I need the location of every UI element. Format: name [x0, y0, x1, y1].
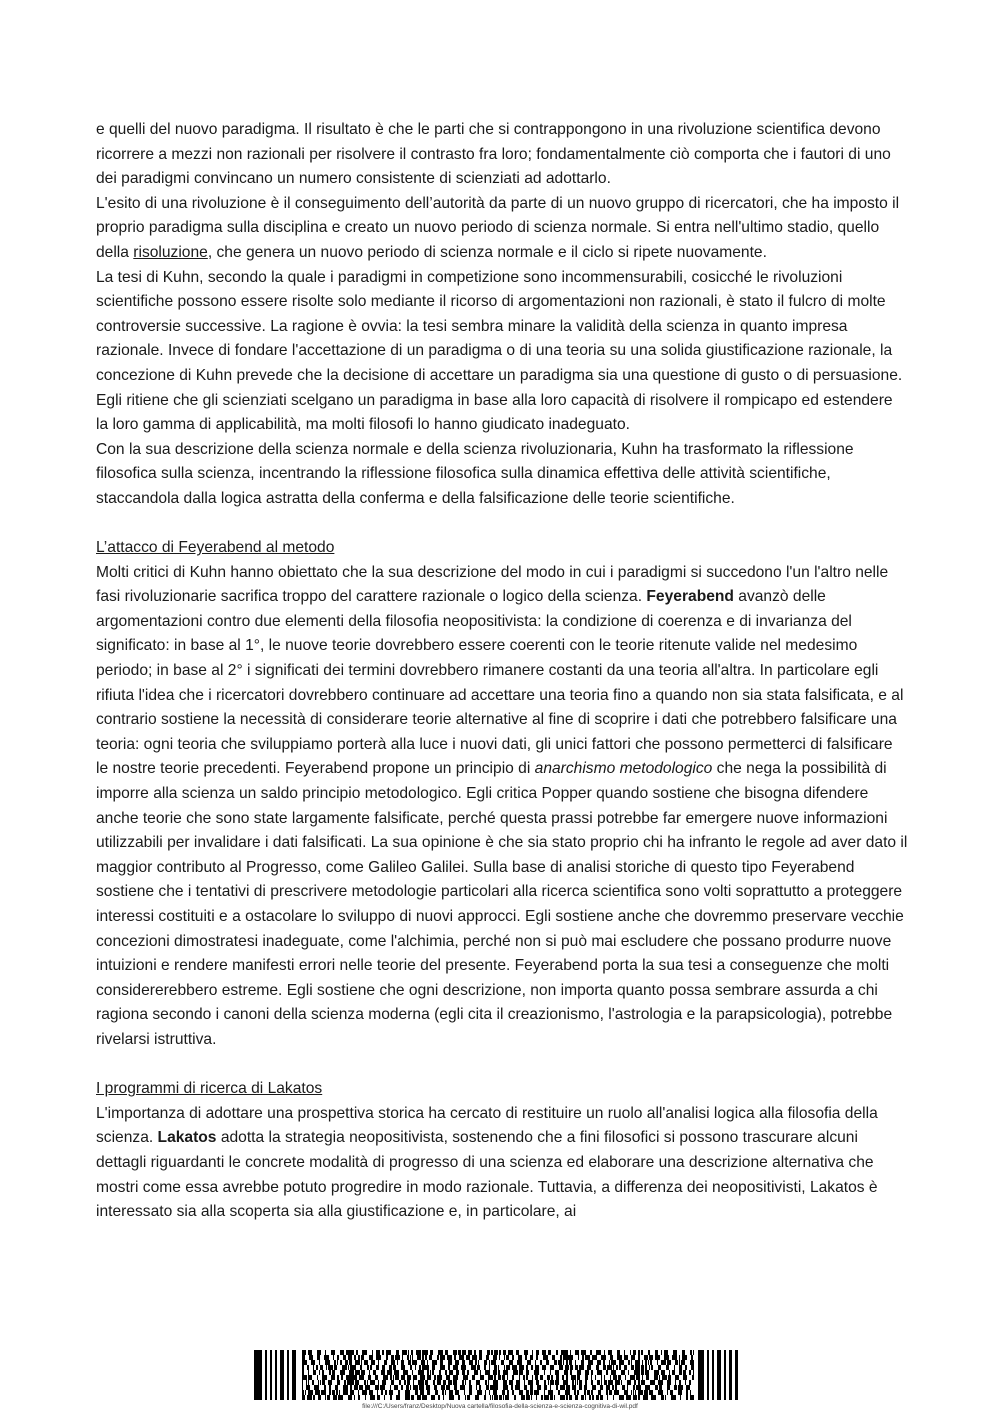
paragraph [96, 192, 908, 266]
paragraph [96, 561, 908, 1053]
paragraph-text: L'importanza di adottare una prospettiva storica ha cercato di restituire un ruolo all'analisi logica alla filosofia della scienza. [96, 1104, 878, 1147]
section-heading: L’attacco di Feyerabend al metodo [96, 539, 335, 557]
bold-term: Feyerabend [646, 588, 734, 606]
paragraph-text: L'esito di una rivoluzione è il conseguimento dell’autorità da parte di un nuovo gruppo di ricercatori, che ha imposto il proprio paradigma sulla disciplina e creato un nuovo periodo di scienza normale. Si entra nell'ultimo stadio, quello della [96, 194, 900, 261]
paragraph: e quelli del nuovo paradigma. Il risultato è che le parti che si contrappongono in una rivoluzione scientifica devono ricorrere a mezzi non razionali per risolvere il contrasto fra loro; fondamentalmente ciò comporta che i fautori di uno dei paradigmi convincano un numero consistente di scienziati ad adottarlo. [96, 121, 891, 188]
section-heading: I programmi di ricerca di Lakatos [96, 1080, 323, 1098]
paragraph-text: , che genera un nuovo periodo di scienza normale e il ciclo si ripete nuovamente. [207, 243, 767, 261]
paragraph-text: che nega la possibilità di imporre alla scienza un saldo principio metodologico. Egli critica Popper quando sostiene che bisogna difendere anche teorie che sono state largamente falsificate, perché questa prassi potrebbe far emergere nuove informazioni utilizzabili per invalidare i dati falsificati. La sua opinione è che sia stato proprio chi ha infranto le regole ad aver dato il maggior contributo al Progresso, come Galileo Galilei. Sulla base di analisi storiche di questo tipo Feyerabend sostiene che i tentativi di prescrivere metodologie particolari alla ricerca scientifica sono volti soprattutto a proteggere interessi costituiti e a ostacolare lo sviluppo di nuovi approcci. Egli sostiene anche che dovremmo preservare vecchie concezioni dimostratesi inadeguate, come l'alchimia, perché non si può mai escludere che possano produrre nuove intuizioni e rendere manifesti errori nelle teorie del presente. Feyerabend porta la sua tesi a conseguenze che molti considererebbero estreme. Egli sostiene che ogni descrizione, non importa quanto possa sembrare assurda a chi ragiona secondo i canoni della scienza moderna (egli cita il creazionismo, l'astrologia e la parapsicologia), potrebbe rivelarsi istruttiva. [96, 760, 908, 1048]
paragraph-text: avanzò delle argomentazioni contro due elementi della filosofia neopositivista: la condizione di coerenza e di invarianza del significato: in base al 1°, le nuove teorie dovrebbero essere coerenti con le teorie ritenute valide nel medesimo periodo; in base al 2° i significati dei termini dovrebbero rimanere costanti da una teoria all'altra. In particolare egli rifiuta l'idea che i ricercatori dovrebbero continuare ad accettare una teoria fino a quando non sia stata falsificata, e al contrario sostiene la necessità di considerare teorie alternative al fine di scoprire i dati che potrebbero falsificare una teoria: ogni teoria che sviluppiamo porterà alla luce i nuovi dati, gli unici fattori che possono permetterci di falsificare le nostre teorie precedenti. Feyerabend propone un principio di [96, 588, 904, 778]
barcode-image [254, 1350, 738, 1400]
barcode-graphic [254, 1350, 738, 1400]
underlined-term: risoluzione [133, 243, 208, 261]
bold-term: Lakatos [157, 1129, 217, 1147]
paragraph: La tesi di Kuhn, secondo la quale i paradigmi in competizione sono incommensurabili, cosicché le rivoluzioni scientifiche possono essere risolte solo mediante il ricorso di argomentazioni non razionali, è stato il fulcro di molte controversie successive. La ragione è ovvia: la tesi sembra minare la validità della scienza in quanto impresa razionale. Invece di fondare l'accettazione di un paradigma o di una teoria su una solida giustificazione razionale, la concezione di Kuhn prevede che la decisione di accettare un paradigma sia una questione di gusto o di persuasione. Egli ritiene che gli scienziati scelgano un paradigma in base alla loro capacità di risolvere il rompicapo ed estendere la loro gamma di applicabilità, ma molti filosofi lo hanno giudicato inadeguato. [96, 268, 903, 434]
paragraph-spacer [96, 512, 908, 537]
paragraph [96, 1102, 908, 1225]
paragraph: Con la sua descrizione della scienza normale e della scienza rivoluzionaria, Kuhn ha trasformato la riflessione filosofica sulla scienza, incentrando la riflessione filosofica sulla dinamica effettiva delle attività scientifiche, staccandola dalla logica astratta della conferma e della falsificazione delle teorie scientifiche. [96, 440, 854, 507]
paragraph-spacer [96, 1053, 908, 1078]
paragraph-text: Molti critici di Kuhn hanno obiettato che la sua descrizione del modo in cui i paradigmi si succedono l'un l'altro nelle fasi rivoluzionarie sacrifica troppo del carattere razionale o logico della scienza. [96, 563, 889, 606]
paragraph-text: adotta la strategia neopositivista, sostenendo che a fini filosofici si possono trascurare alcuni dettagli riguardanti le concrete modalità di progresso di una scienza ed elaborare una descrizione alternativa che mostri come essa avrebbe potuto progredire in modo razionale. Tuttavia, a differenza dei neopositivisti, Lakatos è interessato sia alla scoperta sia alla giustificazione e, in particolare, ai [96, 1129, 878, 1221]
document-body [96, 118, 908, 1225]
file-path-footer: file:///C:/Users/franz/Desktop/Nuova cartella/filosofia-della-scienza-e-scienza-cognitiva-di-wil.pdf [362, 1403, 638, 1410]
italic-term: anarchismo metodologico [534, 760, 713, 778]
